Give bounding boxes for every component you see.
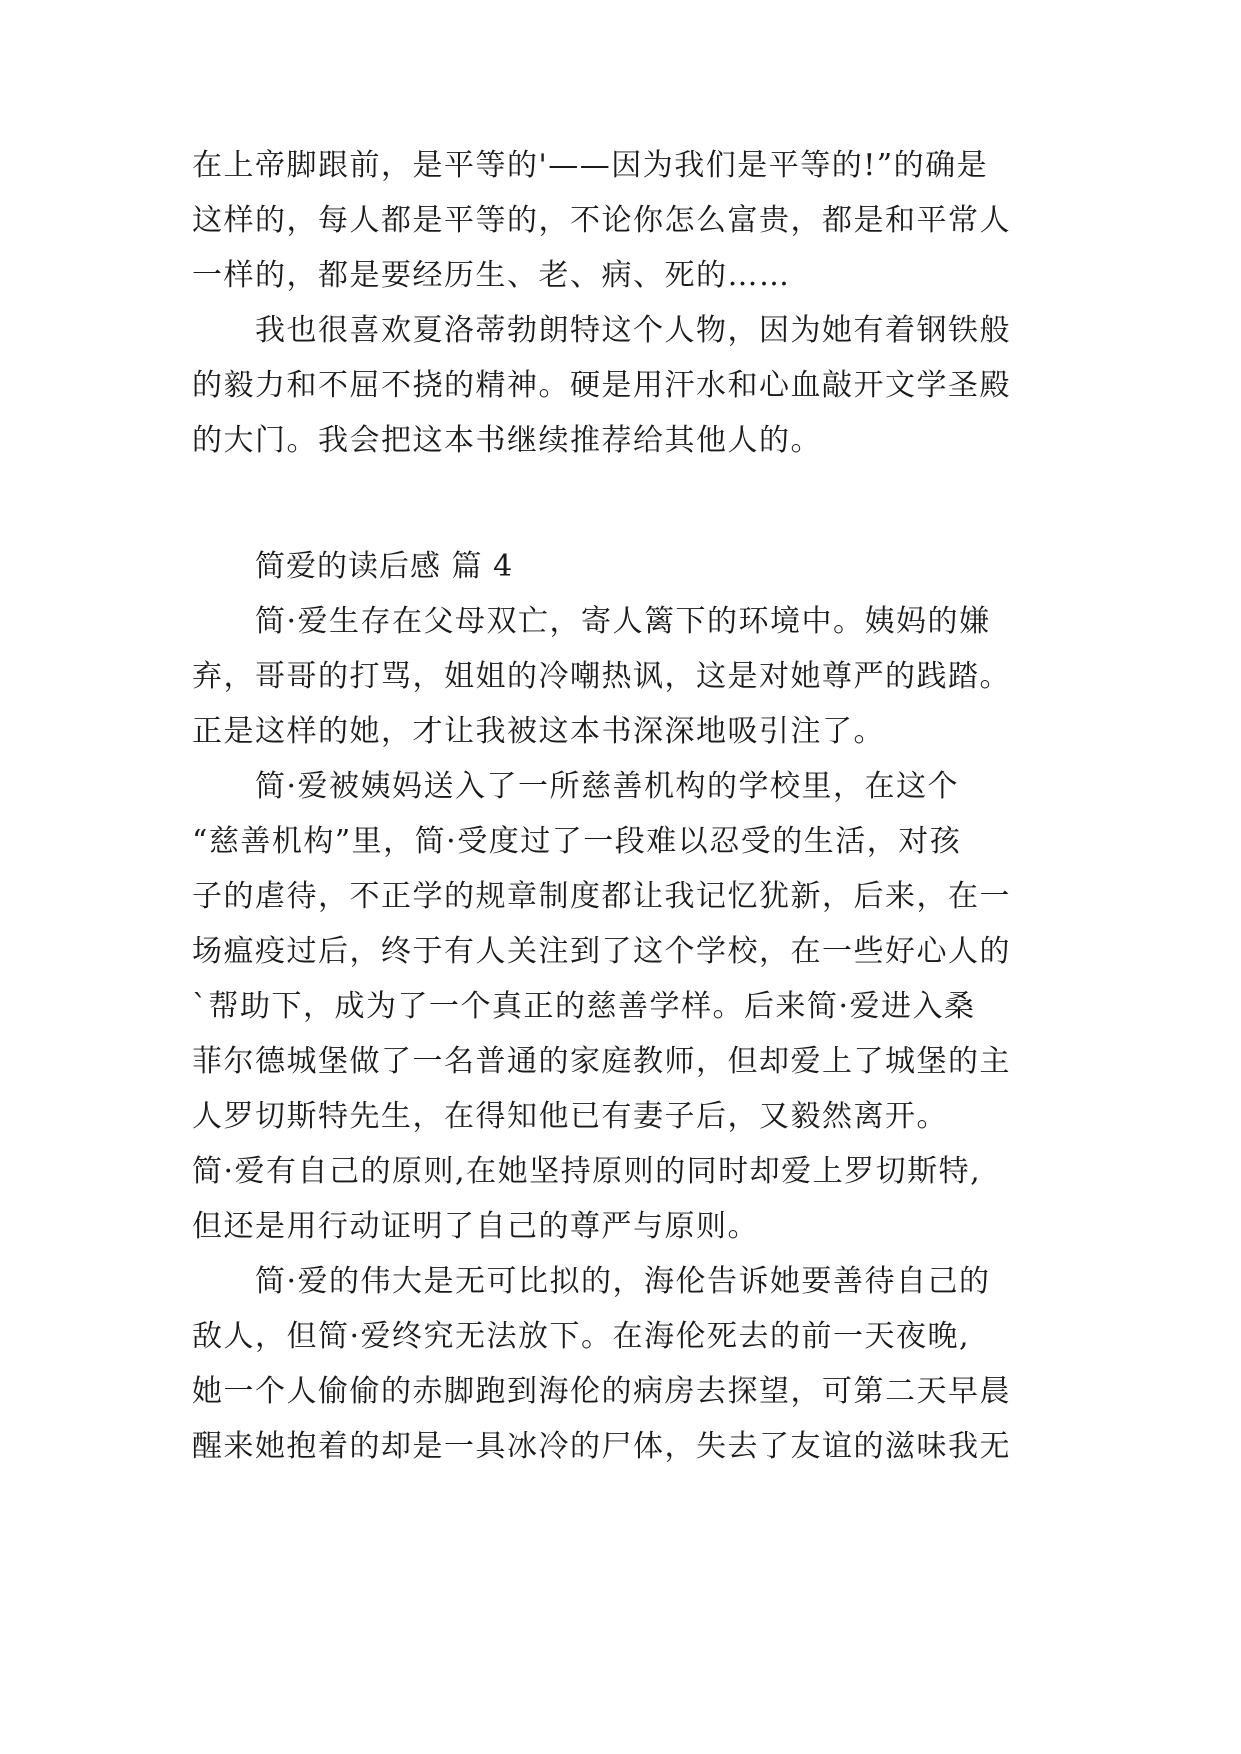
text-line: 场瘟疫过后，终于有人关注到了这个学校，在一些好心人的: [192, 934, 1011, 969]
text-line: 人罗切斯特先生，在得知他已有妻子后，又毅然离开。: [192, 1099, 948, 1134]
text-line: 正是这样的她，才让我被这本书深深地吸引注了。: [192, 714, 885, 749]
text-line: 一样的，都是要经历生、老、病、死的……: [192, 258, 791, 293]
text-line: 简·爱生存在父母双亡，寄人篱下的环境中。姨妈的嫌: [255, 604, 991, 639]
text-line: 我也很喜欢夏洛蒂勃朗特这个人物，因为她有着钢铁般: [255, 313, 1011, 348]
text-line: 的大门。我会把这本书继续推荐给其他人的。: [192, 423, 822, 458]
text-line: `帮助下，成为了一个真正的慈善学样。后来简·爱进入桑: [192, 989, 976, 1024]
text-line: 这样的，每人都是平等的，不论你怎么富贵，都是和平常人: [192, 203, 1011, 238]
text-line: 弃，哥哥的打骂，姐姐的冷嘲热讽，这是对她尊严的践踏。: [192, 659, 1011, 694]
text-line: 简·爱的伟大是无可比拟的，海伦告诉她要善待自己的: [255, 1264, 991, 1299]
text-line: 子的虐待，不正学的规章制度都让我记忆犹新，后来，在一: [192, 879, 1011, 914]
text-line: 醒来她抱着的却是一具冰冷的尸体，失去了友谊的滋味我无: [192, 1429, 1011, 1464]
text-line: 在上帝脚跟前，是平等的'——因为我们是平等的!”的确是: [192, 148, 989, 183]
text-line: 她一个人偷偷的赤脚跑到海伦的病房去探望，可第二天早晨: [192, 1374, 1011, 1409]
text-line: 简·爱有自己的原则,在她坚持原则的同时却爱上罗切斯特,: [192, 1154, 982, 1189]
text-line: 的毅力和不屈不挠的精神。硬是用汗水和心血敲开文学圣殿: [192, 368, 1011, 403]
text-line: 简·爱被姨妈送入了一所慈善机构的学校里，在这个: [255, 769, 960, 804]
text-line: “慈善机构”里，简·受度过了一段难以忍受的生活，对孩: [192, 824, 962, 859]
section-title: 简爱的读后感 篇 4: [255, 549, 514, 584]
text-line: 但还是用行动证明了自己的尊严与原则。: [192, 1209, 759, 1244]
text-line: 敌人，但简·爱终究无法放下。在海伦死去的前一天夜晚,: [192, 1319, 971, 1354]
text-line: 菲尔德城堡做了一名普通的家庭教师，但却爱上了城堡的主: [192, 1044, 1011, 1079]
